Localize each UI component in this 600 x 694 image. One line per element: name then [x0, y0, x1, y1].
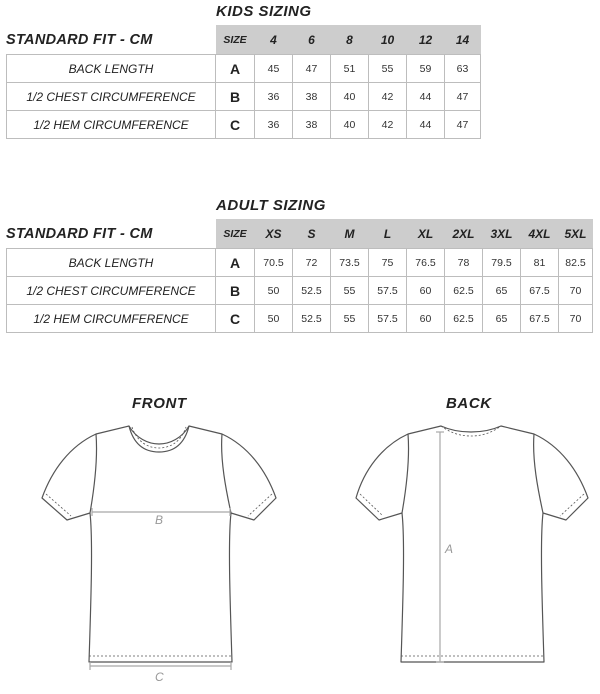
adult-cell: 62.5	[445, 277, 483, 305]
kids-cell: 55	[369, 55, 407, 83]
kids-cell: 63	[445, 55, 481, 83]
kids-size-10: 10	[369, 25, 407, 55]
adult-cell: 70	[559, 305, 593, 333]
adult-sizing-title: ADULT SIZING	[216, 197, 326, 214]
adult-cell: 67.5	[521, 277, 559, 305]
kids-cell: 45	[255, 55, 293, 83]
kids-cell: 38	[293, 83, 331, 111]
adult-row-letter: A	[216, 249, 255, 277]
adult-cell: 65	[483, 277, 521, 305]
kids-cell: 40	[331, 83, 369, 111]
adult-size-4xl: 4XL	[521, 219, 559, 249]
kids-size-14: 14	[445, 25, 481, 55]
adult-cell: 50	[255, 305, 293, 333]
adult-row-label: 1/2 HEM CIRCUMFERENCE	[7, 305, 216, 333]
kids-row-letter: B	[216, 83, 255, 111]
adult-cell: 67.5	[521, 305, 559, 333]
adult-cell: 79.5	[483, 249, 521, 277]
adult-size-5xl: 5XL	[559, 219, 593, 249]
kids-cell: 47	[293, 55, 331, 83]
kids-size-8: 8	[331, 25, 369, 55]
adult-row-label: BACK LENGTH	[7, 249, 216, 277]
kids-row-label: 1/2 HEM CIRCUMFERENCE	[7, 111, 216, 139]
measure-c-line	[90, 662, 231, 670]
adult-cell: 75	[369, 249, 407, 277]
adult-cell: 57.5	[369, 277, 407, 305]
kids-cell: 47	[445, 83, 481, 111]
adult-cell: 55	[331, 305, 369, 333]
adult-cell: 55	[331, 277, 369, 305]
kids-cell: 36	[255, 83, 293, 111]
kids-cell: 51	[331, 55, 369, 83]
adult-cell: 52.5	[293, 305, 331, 333]
kids-size-12: 12	[407, 25, 445, 55]
kids-row-letter: C	[216, 111, 255, 139]
kids-fit-label: STANDARD FIT - CM	[6, 32, 153, 48]
kids-sizing-title: KIDS SIZING	[216, 3, 312, 20]
kids-row-label: BACK LENGTH	[7, 55, 216, 83]
adult-cell: 70	[559, 277, 593, 305]
back-label: BACK	[446, 395, 492, 412]
adult-cell: 60	[407, 277, 445, 305]
kids-cell: 47	[445, 111, 481, 139]
adult-size-header: SIZE	[216, 219, 255, 249]
adult-cell: 70.5	[255, 249, 293, 277]
measure-b-label: B	[155, 513, 164, 527]
kids-size-4: 4	[255, 25, 293, 55]
tshirt-back-outline	[356, 426, 588, 662]
adult-cell: 65	[483, 305, 521, 333]
adult-size-m: M	[331, 219, 369, 249]
adult-cell: 72	[293, 249, 331, 277]
measure-c-label: C	[155, 670, 164, 684]
adult-row-letter: B	[216, 277, 255, 305]
adult-size-2xl: 2XL	[445, 219, 483, 249]
adult-cell: 78	[445, 249, 483, 277]
kids-row-letter: A	[216, 55, 255, 83]
kids-cell: 44	[407, 111, 445, 139]
kids-cell: 36	[255, 111, 293, 139]
kids-cell: 59	[407, 55, 445, 83]
kids-cell: 38	[293, 111, 331, 139]
front-label: FRONT	[132, 395, 187, 412]
kids-row-label: 1/2 CHEST CIRCUMFERENCE	[7, 83, 216, 111]
kids-cell: 40	[331, 111, 369, 139]
measure-a-label: A	[445, 542, 454, 556]
adult-cell: 82.5	[559, 249, 593, 277]
adult-fit-label: STANDARD FIT - CM	[6, 226, 153, 242]
adult-size-xl: XL	[407, 219, 445, 249]
adult-cell: 57.5	[369, 305, 407, 333]
tshirt-front-outline	[42, 426, 276, 662]
kids-size-header: SIZE	[216, 25, 255, 55]
adult-cell: 76.5	[407, 249, 445, 277]
adult-cell: 60	[407, 305, 445, 333]
adult-cell: 81	[521, 249, 559, 277]
adult-row-letter: C	[216, 305, 255, 333]
kids-size-6: 6	[293, 25, 331, 55]
measure-a-line	[436, 432, 444, 662]
kids-cell: 44	[407, 83, 445, 111]
adult-cell: 50	[255, 277, 293, 305]
kids-cell: 42	[369, 111, 407, 139]
adult-cell: 62.5	[445, 305, 483, 333]
adult-size-3xl: 3XL	[483, 219, 521, 249]
adult-size-l: L	[369, 219, 407, 249]
adult-size-s: S	[293, 219, 331, 249]
adult-cell: 52.5	[293, 277, 331, 305]
adult-row-label: 1/2 CHEST CIRCUMFERENCE	[7, 277, 216, 305]
adult-size-xs: XS	[255, 219, 293, 249]
kids-cell: 42	[369, 83, 407, 111]
adult-cell: 73.5	[331, 249, 369, 277]
